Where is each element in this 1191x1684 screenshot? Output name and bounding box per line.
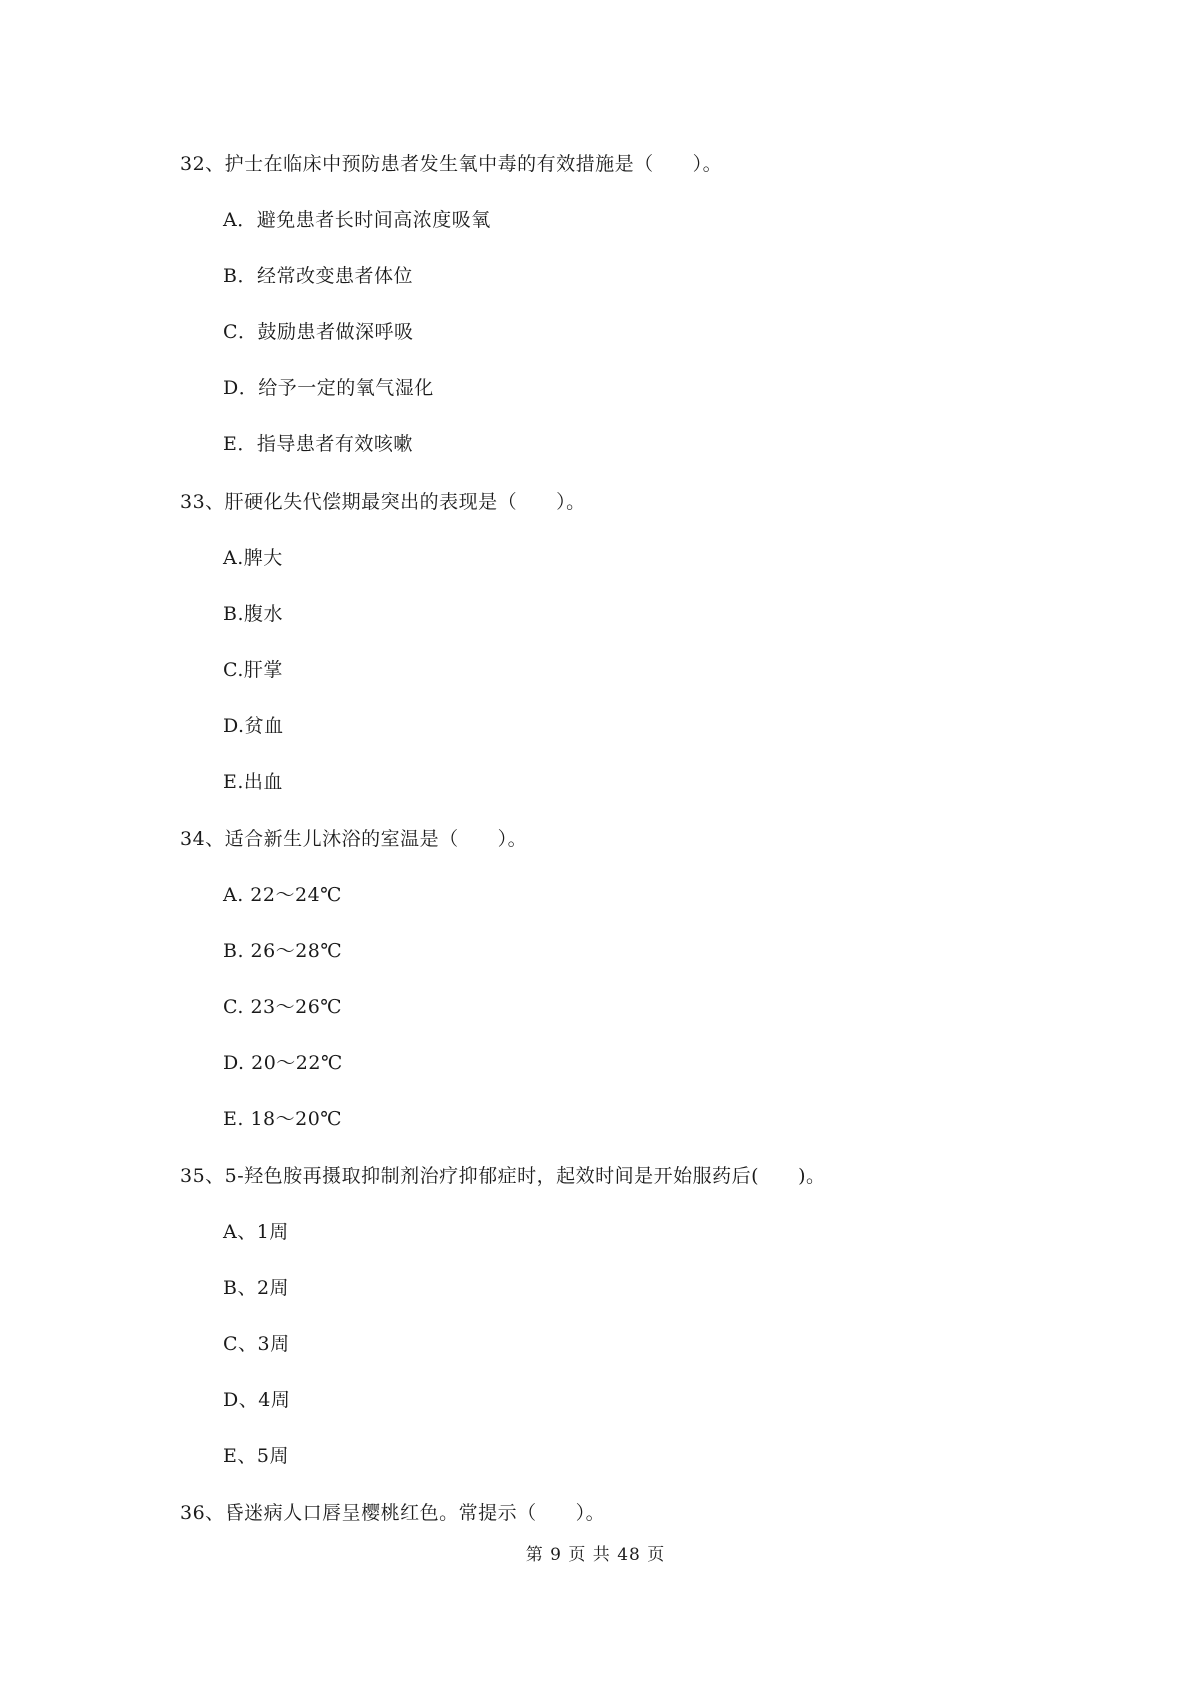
question-35-option-b: B、2周 bbox=[223, 1277, 290, 1299]
question-32-option-b: B．经常改变患者体位 bbox=[223, 265, 413, 287]
page-number-footer: 第 9 页 共 48 页 bbox=[525, 1545, 666, 1565]
question-35-option-d: D、4周 bbox=[223, 1389, 291, 1411]
question-33-option-a: A.脾大 bbox=[223, 547, 283, 569]
question-36-stem: 36、昏迷病人口唇呈樱桃红色。常提示（ ）。 bbox=[180, 1502, 606, 1524]
question-32-stem: 32、护士在临床中预防患者发生氧中毒的有效措施是（ ）。 bbox=[180, 153, 723, 175]
question-33-option-d: D.贫血 bbox=[223, 715, 284, 737]
question-33-option-e: E.出血 bbox=[223, 771, 283, 793]
question-33-option-b: B.腹水 bbox=[223, 603, 284, 625]
question-34-option-c: C. 23～26℃ bbox=[223, 996, 343, 1018]
question-35-option-c: C、3周 bbox=[223, 1333, 290, 1355]
question-32-option-d: D．给予一定的氧气湿化 bbox=[223, 377, 434, 399]
question-33-stem: 33、肝硬化失代偿期最突出的表现是（ ）。 bbox=[180, 491, 586, 513]
question-34-stem: 34、适合新生儿沐浴的室温是（ ）。 bbox=[180, 828, 528, 850]
question-33-option-c: C.肝掌 bbox=[223, 659, 283, 681]
question-32-option-e: E．指导患者有效咳嗽 bbox=[223, 433, 413, 455]
question-34-option-a: A. 22～24℃ bbox=[223, 884, 342, 906]
question-34-option-e: E. 18～20℃ bbox=[223, 1108, 343, 1130]
question-35-stem: 35、5-羟色胺再摄取抑制剂治疗抑郁症时，起效时间是开始服药后( )。 bbox=[180, 1165, 826, 1187]
question-35-option-a: A、1周 bbox=[223, 1221, 289, 1243]
question-35-option-e: E、5周 bbox=[223, 1445, 289, 1467]
question-32-option-a: A．避免患者长时间高浓度吸氧 bbox=[223, 209, 491, 231]
question-34-option-b: B. 26～28℃ bbox=[223, 940, 343, 962]
question-34-option-d: D. 20～22℃ bbox=[223, 1052, 343, 1074]
question-32-option-c: C．鼓励患者做深呼吸 bbox=[223, 321, 414, 343]
